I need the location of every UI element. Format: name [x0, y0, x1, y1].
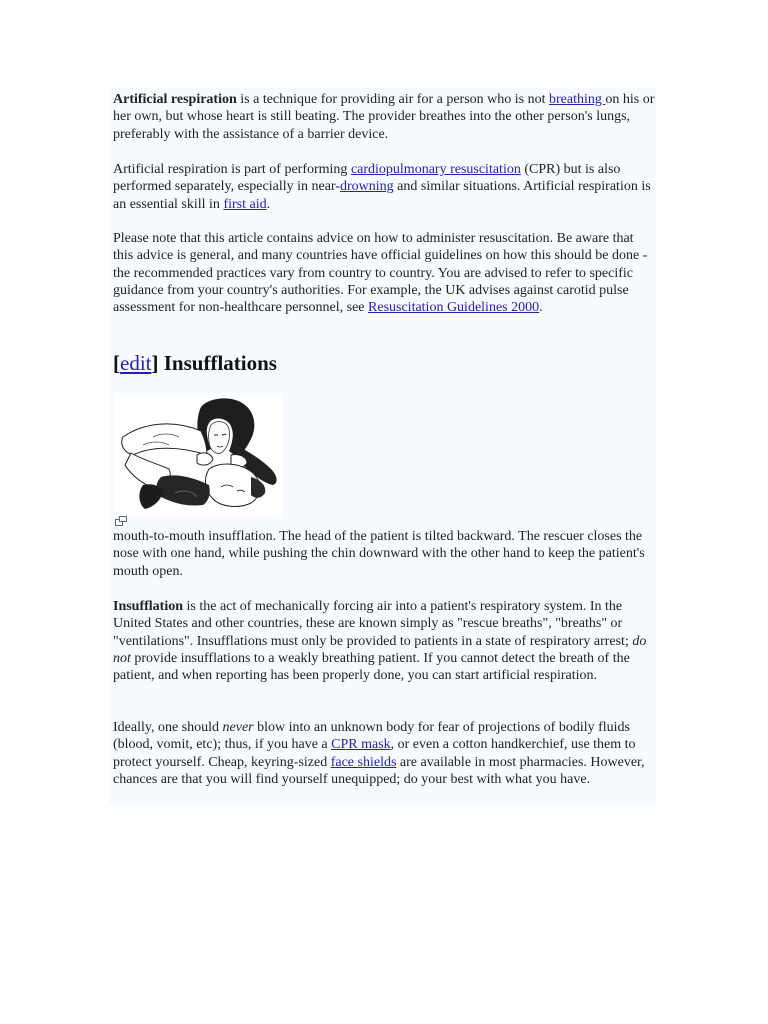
link-face-shields[interactable]: face shields	[330, 754, 397, 770]
section-heading-insufflations	[113, 350, 277, 376]
figure-caption: mouth-to-mouth insufflation. The head of the patient is tilted backward. The rescuer closes the nose with one hand, while pushing the chin downward with the other hand to keep the patient's mouth open.	[113, 529, 645, 579]
intro-paragraph	[113, 91, 656, 143]
protection-text-4: are available in most pharmacies. However, chances are that you will find yourself unequipped; do your best with what you have.	[113, 754, 645, 787]
cpr-paragraph	[113, 161, 656, 213]
link-first-aid[interactable]: first aid	[223, 196, 267, 212]
heading-bracket-close: ]	[151, 351, 159, 375]
protection-text-1: Ideally, one should	[113, 720, 223, 735]
protection-text-2: blow into an unknown body for fear of projections of bodily fluids (blood, vomit, etc); thus, if you have a	[113, 720, 630, 753]
insufflation-text-2: provide insufflations to a weakly breathing patient. If you cannot detect the breath of the patient, and when reporting has been properly done, you can start artificial respiration.	[113, 650, 630, 684]
link-breathing[interactable]: breathing	[549, 92, 606, 107]
edit-link[interactable]: edit	[120, 351, 152, 375]
cpr-text-1: Artificial respiration is part of performing	[113, 162, 351, 177]
insufflation-illustration[interactable]	[113, 393, 282, 517]
cpr-text-3: and similar situations. Artificial respiration is an essential skill in	[113, 179, 651, 212]
advice-paragraph	[113, 230, 656, 316]
link-cardiopulmonary-resuscitation[interactable]: cardiopulmonary resuscitation	[350, 162, 521, 177]
term-artificial-respiration: Artificial respiration	[113, 92, 237, 107]
insufflation-text-1: is the act of mechanically forcing air into a patient's respiratory system. In the United States and other countries, these are known simply as "rescue breaths", "breaths" or "ventilations". Insufflations must only be provided to patients in a state of respiratory arrest;	[113, 599, 633, 649]
link-resuscitation-guidelines[interactable]: Resuscitation Guidelines 2000	[368, 300, 540, 316]
emphasis-do-not: do not	[113, 633, 647, 666]
section-title: Insufflations	[158, 351, 277, 375]
link-cpr-mask[interactable]: CPR mask	[331, 737, 391, 753]
cpr-text-2: (CPR) but is also performed separately, especially in near-	[113, 162, 621, 195]
heading-bracket-open: [	[113, 351, 120, 375]
insufflation-paragraph	[113, 598, 656, 684]
advice-text-1: Please note that this article contains advice on how to administer resuscitation. Be aware that this advice is general, and many countries have official guidelines on how this should be done - the recommended practices vary from country to country. You are advised to refer to specific guidance from your country's authorities. For example, the UK advises against carotid pulse assessment for non-healthcare personnel, see	[113, 231, 648, 316]
advice-text-2: .	[539, 300, 543, 316]
link-drowning[interactable]: drowning	[339, 179, 394, 195]
protection-paragraph	[113, 719, 656, 788]
article-content	[109, 88, 656, 805]
intro-text-2: on his or her own, but whose heart is still beating. The provider breathes into the other person's lungs, preferably with the assistance of a barrier device.	[113, 92, 655, 142]
protection-text-3: , or even a cotton handkerchief, use them to protect yourself. Cheap, keyring-sized	[113, 737, 636, 770]
magnify-clip-icon[interactable]	[115, 516, 127, 526]
cpr-text-4: .	[266, 196, 271, 212]
intro-text-1: is a technique for providing air for a person who is not	[236, 92, 549, 107]
emphasis-never: never	[222, 720, 254, 735]
term-insufflation: Insufflation	[113, 599, 184, 614]
